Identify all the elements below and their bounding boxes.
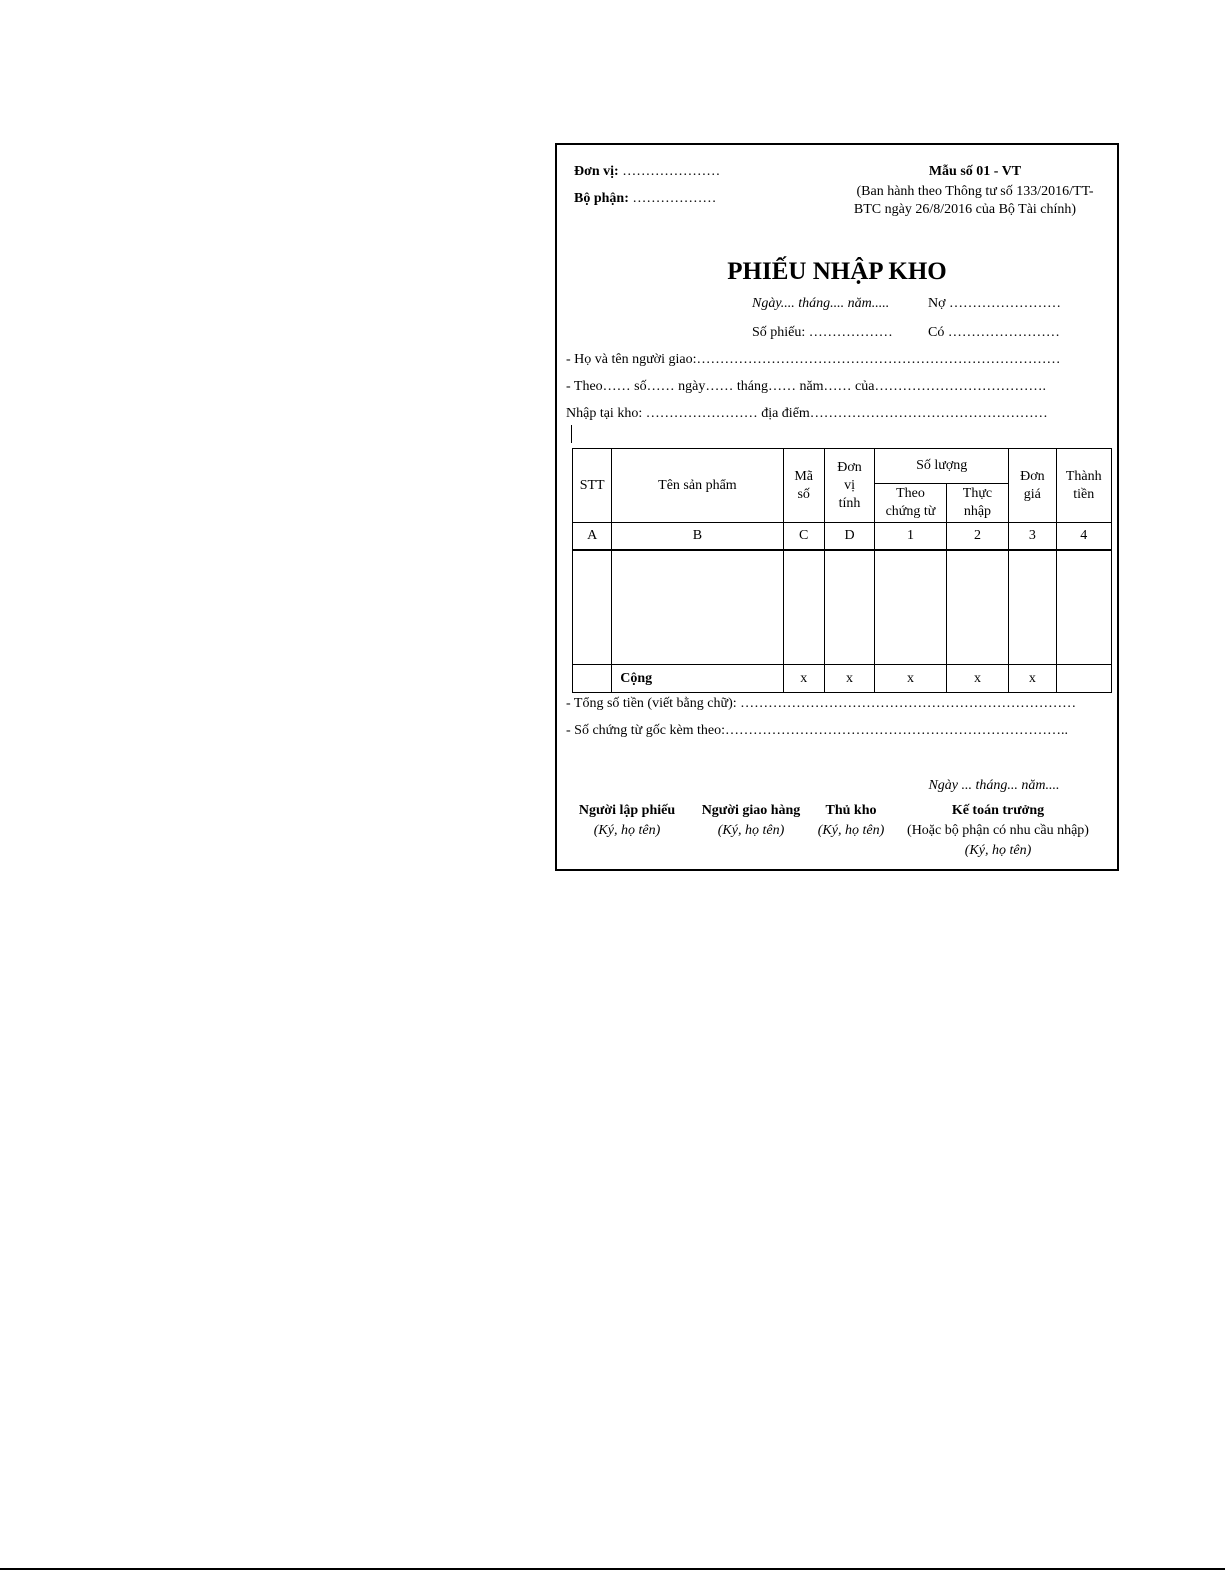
so-phieu: Số phiếu: ………………	[752, 325, 893, 340]
header-thuc-nhap-l2: nhập	[963, 504, 992, 519]
empty-cell	[612, 550, 783, 665]
header-theo-chung-tu-l2: chứng từ	[885, 504, 936, 519]
empty-cell	[946, 550, 1008, 665]
header-theo-chung-tu-l1: Theo	[896, 486, 925, 501]
empty-cell	[1009, 550, 1056, 665]
signature-note-2: (Hoặc bộ phận có nhu cầu nhập)	[907, 823, 1089, 838]
signature-title: Người giao hàng	[701, 803, 801, 818]
column-code: 2	[946, 523, 1008, 551]
empty-cell	[573, 550, 612, 665]
ban-hanh-line-2: BTC ngày 26/8/2016 của Bộ Tài chính)	[853, 202, 1077, 217]
header-stt: STT	[573, 449, 612, 523]
header-don-gia-l2: giá	[1023, 486, 1041, 502]
header-ma-so-l1: Mã	[794, 468, 814, 484]
tong-so-tien-line: - Tổng số tiền (viết bằng chữ): ………………………………………………………………	[566, 696, 1077, 711]
header-don-vi-tinh-l1: Đơn	[837, 459, 862, 475]
header-thanh-tien	[1056, 449, 1111, 523]
column-code: 4	[1056, 523, 1111, 551]
total-thanh-tien-cell	[1056, 665, 1111, 693]
mau-so: Mẫu số 01 - VT	[928, 164, 1022, 179]
total-mark: x	[1009, 665, 1056, 693]
column-code: B	[612, 523, 783, 551]
nhap-tai-kho-line: Nhập tại kho: …………………… địa điểm……………………………………………	[566, 406, 1048, 421]
product-table	[572, 448, 1112, 693]
table-header-row-1	[573, 449, 1112, 484]
column-code: C	[783, 523, 824, 551]
theo-line: - Theo…… số…… ngày…… tháng…… năm…… của……………………………….	[566, 379, 1046, 394]
signature-title: Người lập phiếu	[578, 803, 676, 818]
ngay-thang-nam: Ngày.... tháng.... năm.....	[752, 296, 890, 311]
empty-cell	[824, 550, 874, 665]
signature-note: (Ký, họ tên)	[817, 823, 885, 838]
column-code-row	[573, 523, 1112, 551]
header-don-vi-tinh	[824, 449, 874, 523]
so-chung-tu-line: - Số chứng từ gốc kèm theo:………………………………………………………………..	[566, 723, 1069, 738]
total-mark: x	[946, 665, 1008, 693]
header-theo-chung-tu	[875, 484, 947, 523]
table-total-row	[573, 665, 1112, 693]
header-ma-so-l2: số	[797, 486, 810, 502]
signature-title: Kế toán trưởng	[951, 803, 1045, 818]
page-bottom-rule	[0, 1568, 1225, 1570]
header-thuc-nhap-l1: Thực	[962, 486, 993, 501]
header-don-vi-tinh-l2: vị	[844, 477, 855, 493]
nguoi-giao-line: - Họ và tên người giao:……………………………………………………………………	[566, 352, 1061, 367]
signature-note: (Ký, họ tên)	[717, 823, 785, 838]
header-don-gia	[1009, 449, 1056, 523]
column-code: D	[824, 523, 874, 551]
header-thuc-nhap	[946, 484, 1008, 523]
total-stt-cell	[573, 665, 612, 693]
column-code: A	[573, 523, 612, 551]
total-label: Cộng	[612, 665, 783, 693]
signature-note: (Ký, họ tên)	[593, 823, 661, 838]
don-vi-value: …………………	[622, 164, 721, 179]
bo-phan-value: ………………	[632, 191, 717, 206]
phieu-nhap-kho-form	[555, 143, 1119, 871]
footer-ngay-thang-nam: Ngày ... tháng... năm....	[928, 778, 1060, 793]
empty-cell	[783, 550, 824, 665]
form-title: PHIẾU NHẬP KHO	[727, 258, 947, 285]
signature-thu-kho	[807, 801, 895, 841]
total-mark: x	[875, 665, 947, 693]
bo-phan-line	[574, 191, 716, 207]
header-thanh-tien-l1: Thành	[1065, 468, 1102, 484]
text-cursor-mark	[571, 425, 572, 443]
column-code: 3	[1009, 523, 1056, 551]
header-ten-san-pham: Tên sản phẩm	[612, 449, 783, 523]
table-body-empty-row	[573, 550, 1112, 665]
signature-ke-toan-truong	[895, 801, 1101, 861]
column-code: 1	[875, 523, 947, 551]
total-mark: x	[824, 665, 874, 693]
empty-cell	[1056, 550, 1111, 665]
header-ma-so	[783, 449, 824, 523]
bo-phan-label: Bộ phận:	[574, 191, 629, 206]
no-account: Nợ ……………………	[928, 296, 1062, 311]
signature-note: (Ký, họ tên)	[964, 843, 1032, 858]
ban-hanh-line-1: (Ban hành theo Thông tư số 133/2016/TT-	[856, 184, 1094, 199]
header-thanh-tien-l2: tiền	[1073, 486, 1095, 502]
co-account: Có ……………………	[928, 325, 1060, 340]
header-don-vi-tinh-l3: tính	[838, 495, 861, 511]
signature-nguoi-lap-phieu	[567, 801, 687, 841]
signature-nguoi-giao-hang	[687, 801, 815, 841]
don-vi-line	[574, 164, 720, 180]
signature-title: Thủ kho	[825, 803, 877, 818]
header-don-gia-l1: Đơn	[1020, 468, 1045, 484]
total-mark: x	[783, 665, 824, 693]
empty-cell	[875, 550, 947, 665]
header-so-luong: Số lượng	[875, 449, 1009, 484]
don-vi-label: Đơn vị:	[574, 164, 619, 179]
